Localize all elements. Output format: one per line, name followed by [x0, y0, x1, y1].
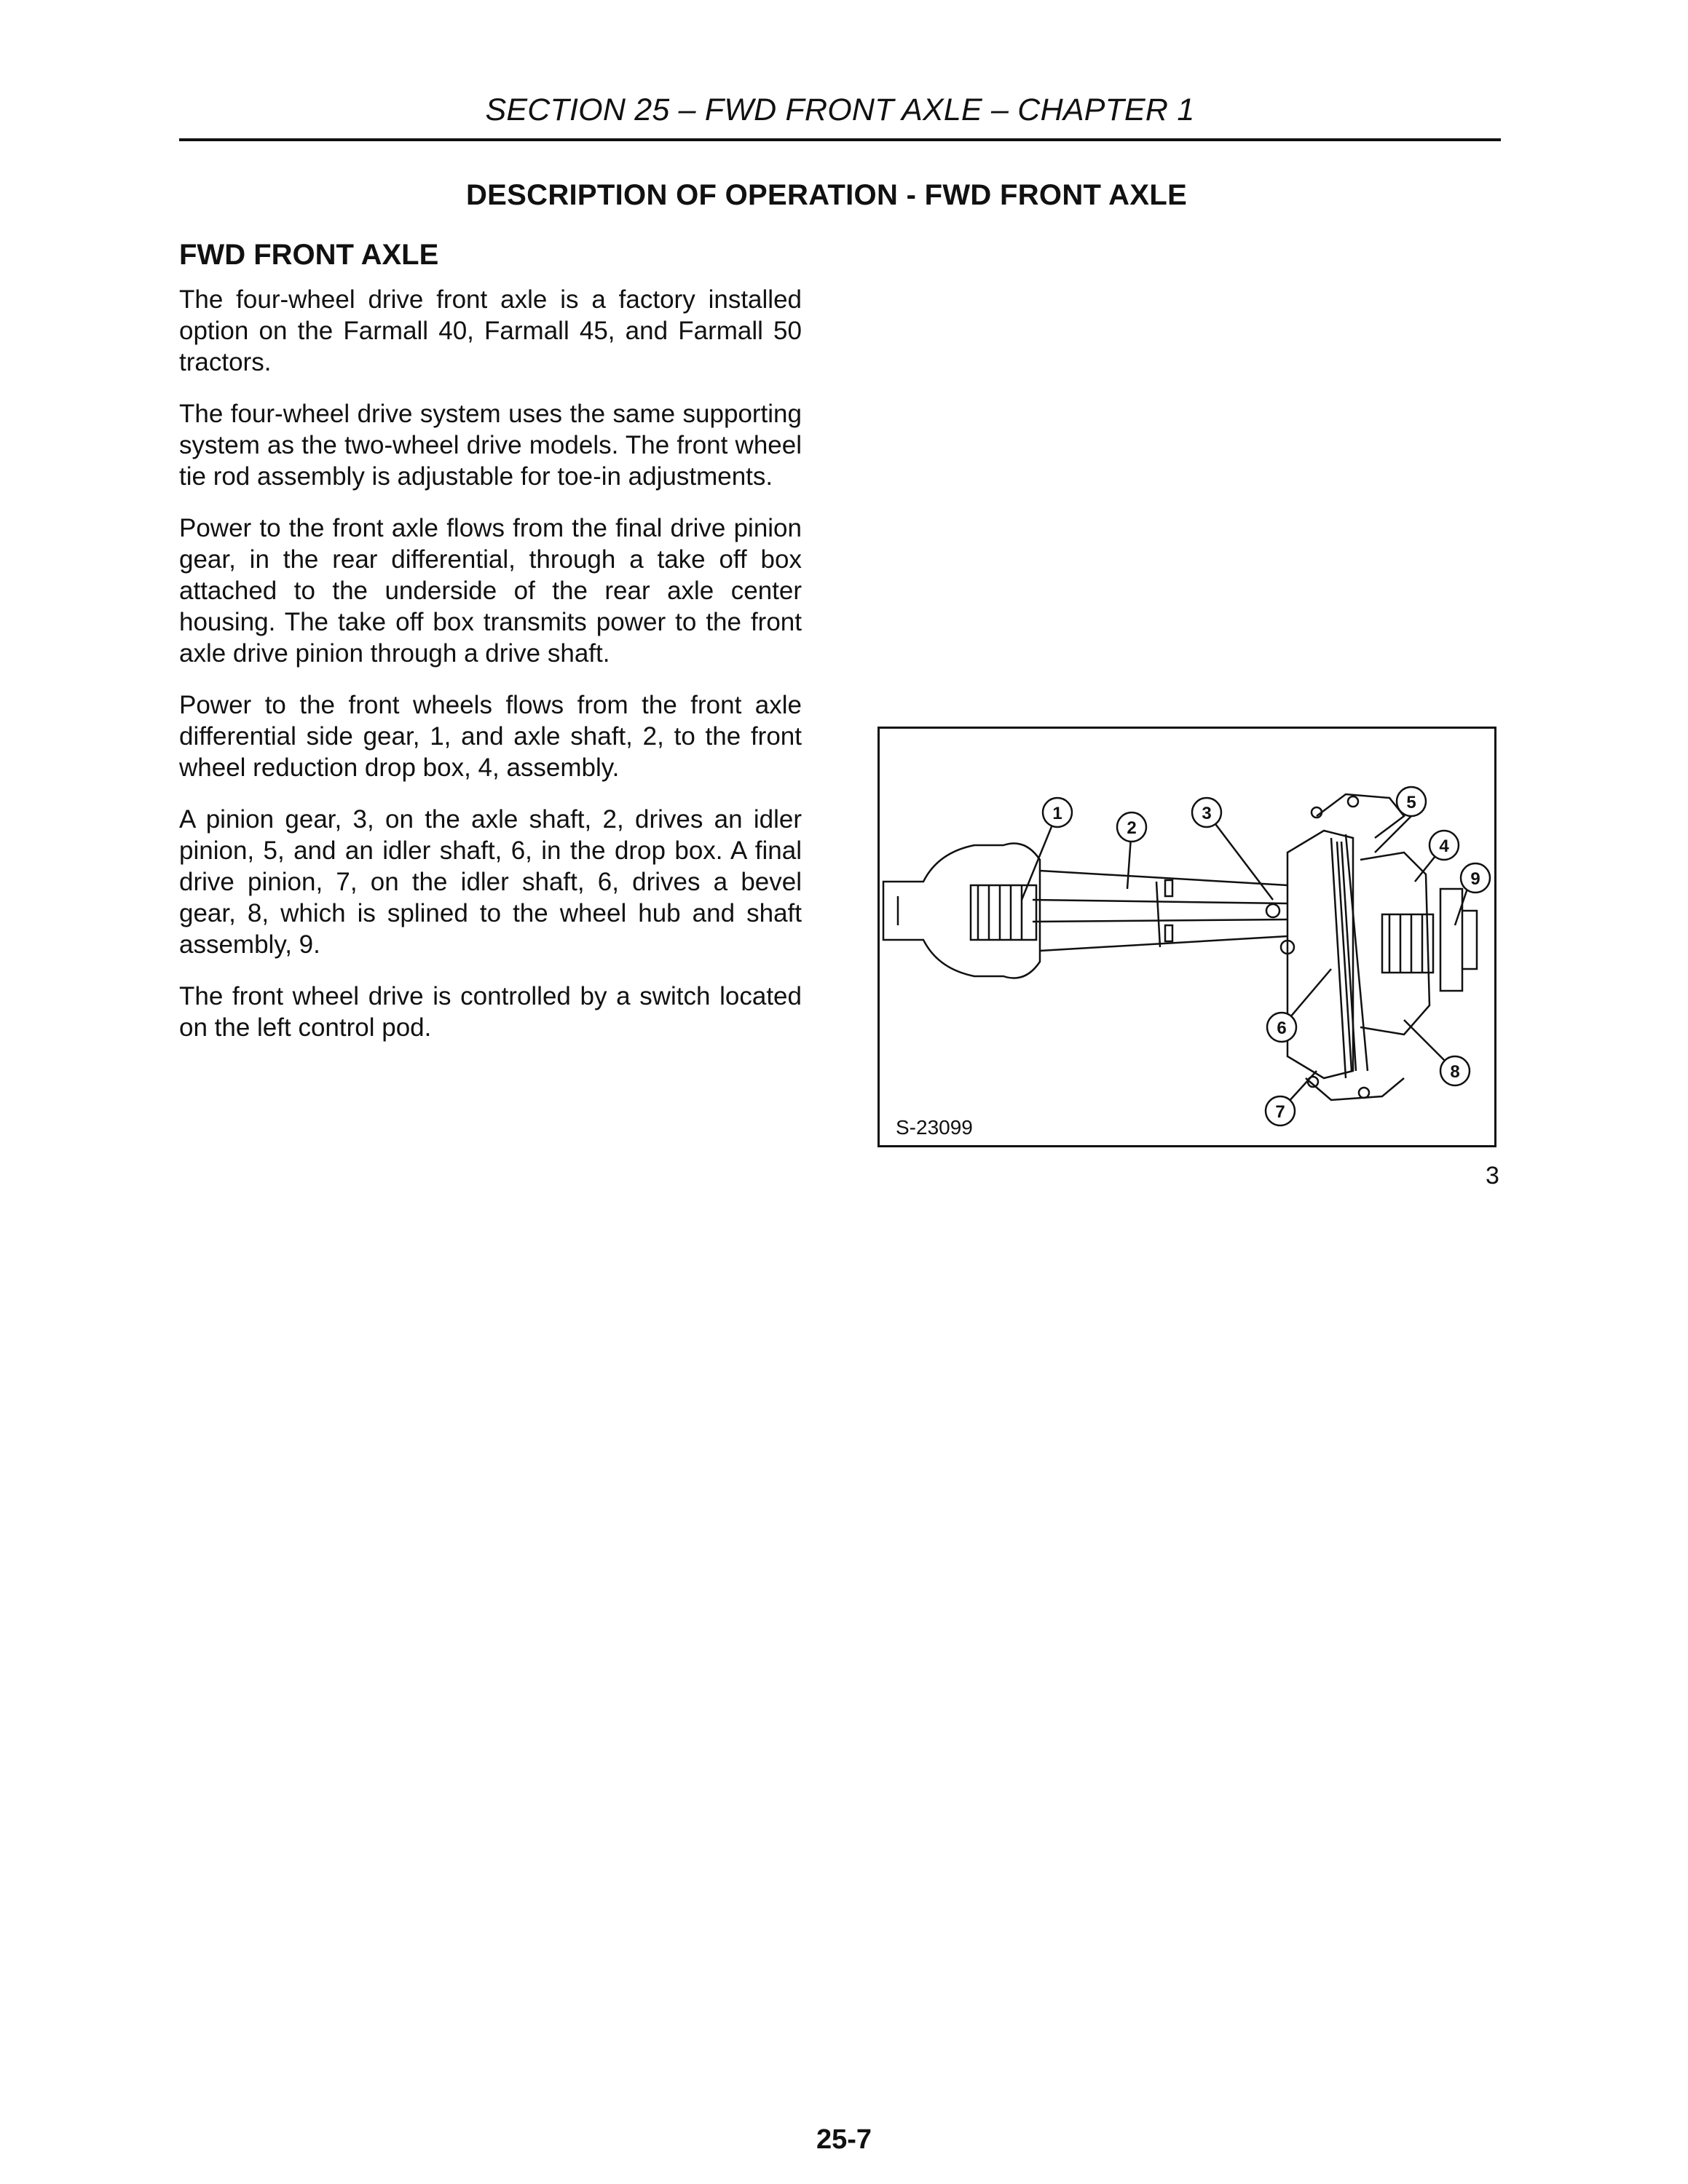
callout-1: 1	[1052, 804, 1062, 823]
paragraph: Power to the front axle flows from the final drive pinion gear, in the rear differential, through a take off box attached to the underside of the rear axle center housing. The take off box transmits power to the front axle drive pinion through a drive shaft.	[179, 514, 802, 668]
page-number: 25-7	[816, 2124, 872, 2155]
section-title: DESCRIPTION OF OPERATION - FWD FRONT AXLE	[466, 179, 1188, 211]
callout-9: 9	[1470, 869, 1480, 889]
subheading: FWD FRONT AXLE	[179, 239, 439, 271]
callout-8: 8	[1450, 1062, 1460, 1082]
paragraph: The front wheel drive is controlled by a switch located on the left control pod.	[179, 982, 802, 1042]
body-text	[179, 284, 802, 1064]
callout-5: 5	[1406, 793, 1416, 812]
figure-id: S-23099	[896, 1116, 973, 1139]
callout-7: 7	[1275, 1102, 1285, 1122]
header-rule	[179, 138, 1501, 141]
paragraph: The four-wheel drive front axle is a factory installed option on the Farmall 40, Farmall 45, and Farmall 50 tractors.	[179, 285, 802, 376]
figure-number: 3	[1486, 1162, 1499, 1190]
callout-3: 3	[1202, 804, 1212, 823]
callout-2: 2	[1127, 818, 1137, 838]
running-header: SECTION 25 – FWD FRONT AXLE – CHAPTER 1	[485, 92, 1195, 127]
paragraph: A pinion gear, 3, on the axle shaft, 2, drives an idler pinion, 5, and an idler shaft, 6, in the drop box. A final drive pinion, 7, on the idler shaft, 6, drives a bevel gear, 8, which is splined to the wheel hub and shaft assembly, 9.	[179, 805, 802, 959]
callout-6: 6	[1277, 1018, 1287, 1038]
axle-cutaway-drawing	[880, 729, 1494, 1145]
paragraph: Power to the front wheels flows from the front axle differential side gear, 1, and axle shaft, 2, to the front wheel reduction drop box, 4, assembly.	[179, 691, 802, 782]
axle-figure	[877, 727, 1496, 1147]
paragraph: The four-wheel drive system uses the same supporting system as the two-wheel drive models. The front wheel tie rod assembly is adjustable for toe-in adjustments.	[179, 400, 802, 491]
callout-4: 4	[1439, 836, 1449, 856]
